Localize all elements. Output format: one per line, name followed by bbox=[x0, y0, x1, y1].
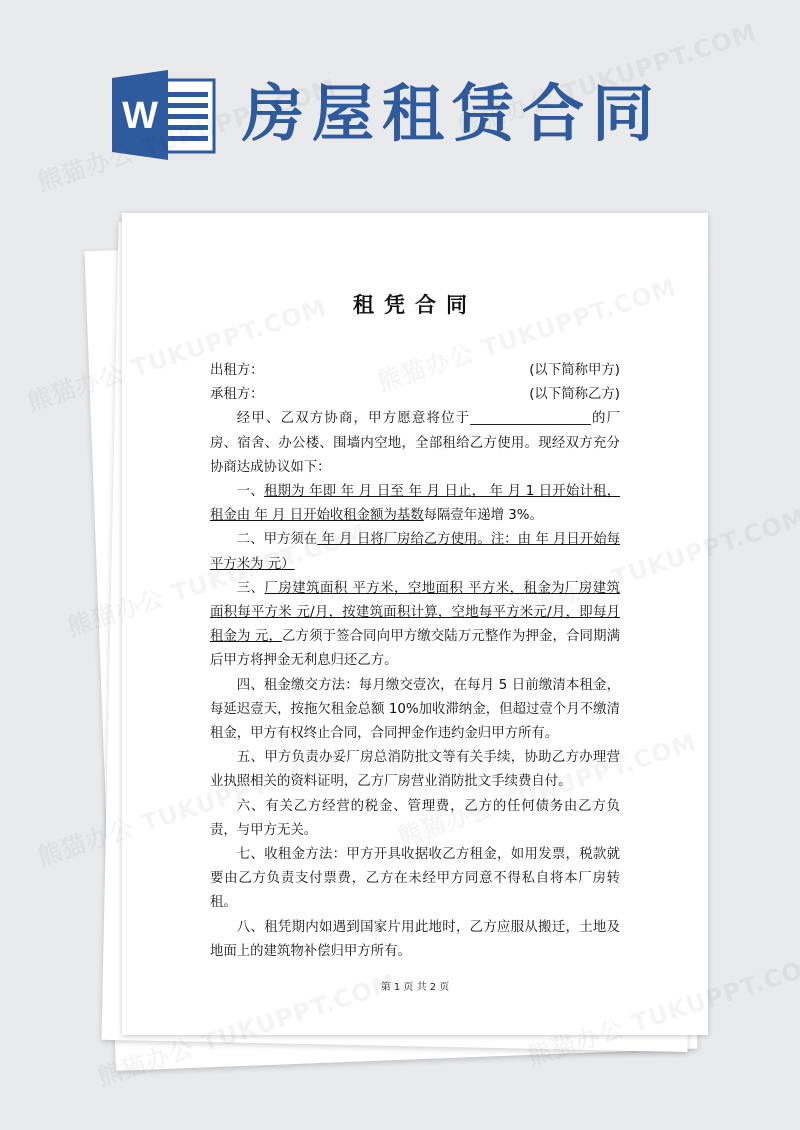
clause-6: 六、有关乙方经营的税金、管理费，乙方的任何债务由乙方负责，与甲方无关。 bbox=[210, 798, 620, 838]
intro-after-blank: 的厂房、宿舍、办公楼、围墙内空地，全部租给乙方使用。现经双方充分协商达成协议如下： bbox=[210, 411, 620, 475]
clause-2-label: 二、甲方须在 bbox=[236, 532, 318, 548]
clause-2 bbox=[210, 528, 620, 576]
clause-1-underlined: 租期为 年即 年 月 日至 年 月 日止， 年 月 1 日开始计租，租金由 年 月 日开始收租金额为基数 bbox=[210, 484, 621, 524]
word-logo-letter: W bbox=[122, 95, 158, 137]
lessor-label: 出租方： bbox=[210, 363, 264, 378]
clause-8: 八、租凭期内如遇到国家片用此地时，乙方应服从搬迁，土地及地面上的建筑物补偿归甲方所有。 bbox=[210, 919, 620, 959]
clause-4: 四、租金缴交方法：每月缴交壹次，在每月 5 日前缴清本租金，每延迟壹天，按拖欠租金总额 10%加收滞纳金，但超过壹个月不缴清租金，甲方有权终止合同，合同押金作违约金归甲方所有。 bbox=[210, 677, 620, 742]
banner-title: 房屋租赁合同 bbox=[242, 77, 663, 150]
clause-1-label: 一、 bbox=[236, 484, 264, 500]
lessee-label: 承租方： bbox=[210, 387, 264, 403]
clause-5: 五、甲方负责办妥厂房总消防批文等有关手续，协助乙方办理营业执照相关的资料证明，乙方厂房营业消防批文手续费自付。 bbox=[210, 750, 620, 790]
page-number-footer: 第 1 页 共 2 页 bbox=[380, 982, 450, 993]
clause-1 bbox=[210, 480, 620, 528]
lessee-note: (以下简称乙方) bbox=[529, 387, 620, 403]
clause-7: 七、收租金方法：甲方开具收据收乙方租金，如用发票，税款就要由乙方负责支付票费，乙方在未经甲方同意不得私自将本厂房转租。 bbox=[210, 847, 620, 911]
clause-2-underlined: 年 月 日将厂房给乙方使用。注：由 年 月日开始每平方米为 元） bbox=[210, 532, 621, 572]
lessor-line bbox=[210, 359, 620, 383]
banner bbox=[0, 0, 800, 200]
document-body bbox=[210, 359, 620, 964]
intro-before-blank: 经甲、乙双方协商，甲方愿意将位于 bbox=[236, 411, 471, 427]
clause-3-label: 三、 bbox=[236, 580, 265, 596]
intro-paragraph bbox=[210, 407, 620, 480]
page-title: 租凭合同 bbox=[353, 293, 477, 317]
document-page bbox=[122, 213, 708, 1035]
clause-3-rest: 乙方须于签合同向甲方缴交陆万元整作为押金，合同期满后甲方将押金无利息归还乙方。 bbox=[210, 629, 620, 669]
word-doc-icon bbox=[112, 70, 216, 160]
clause-3 bbox=[210, 577, 620, 674]
clause-1-rest: 每隔壹年递增 3%。 bbox=[423, 508, 543, 524]
lessor-note: (以下简称甲方) bbox=[529, 363, 620, 378]
intro-blank: __________________ bbox=[470, 411, 591, 427]
lessee-line bbox=[210, 383, 620, 407]
clause-3-underlined: 厂房建筑面积 平方米，空地面积 平方米，租金为厂房建筑面积每平方米 元/月，按建筑面积计算，空地每平方米元/月，即每月租金为 元， bbox=[210, 580, 621, 645]
